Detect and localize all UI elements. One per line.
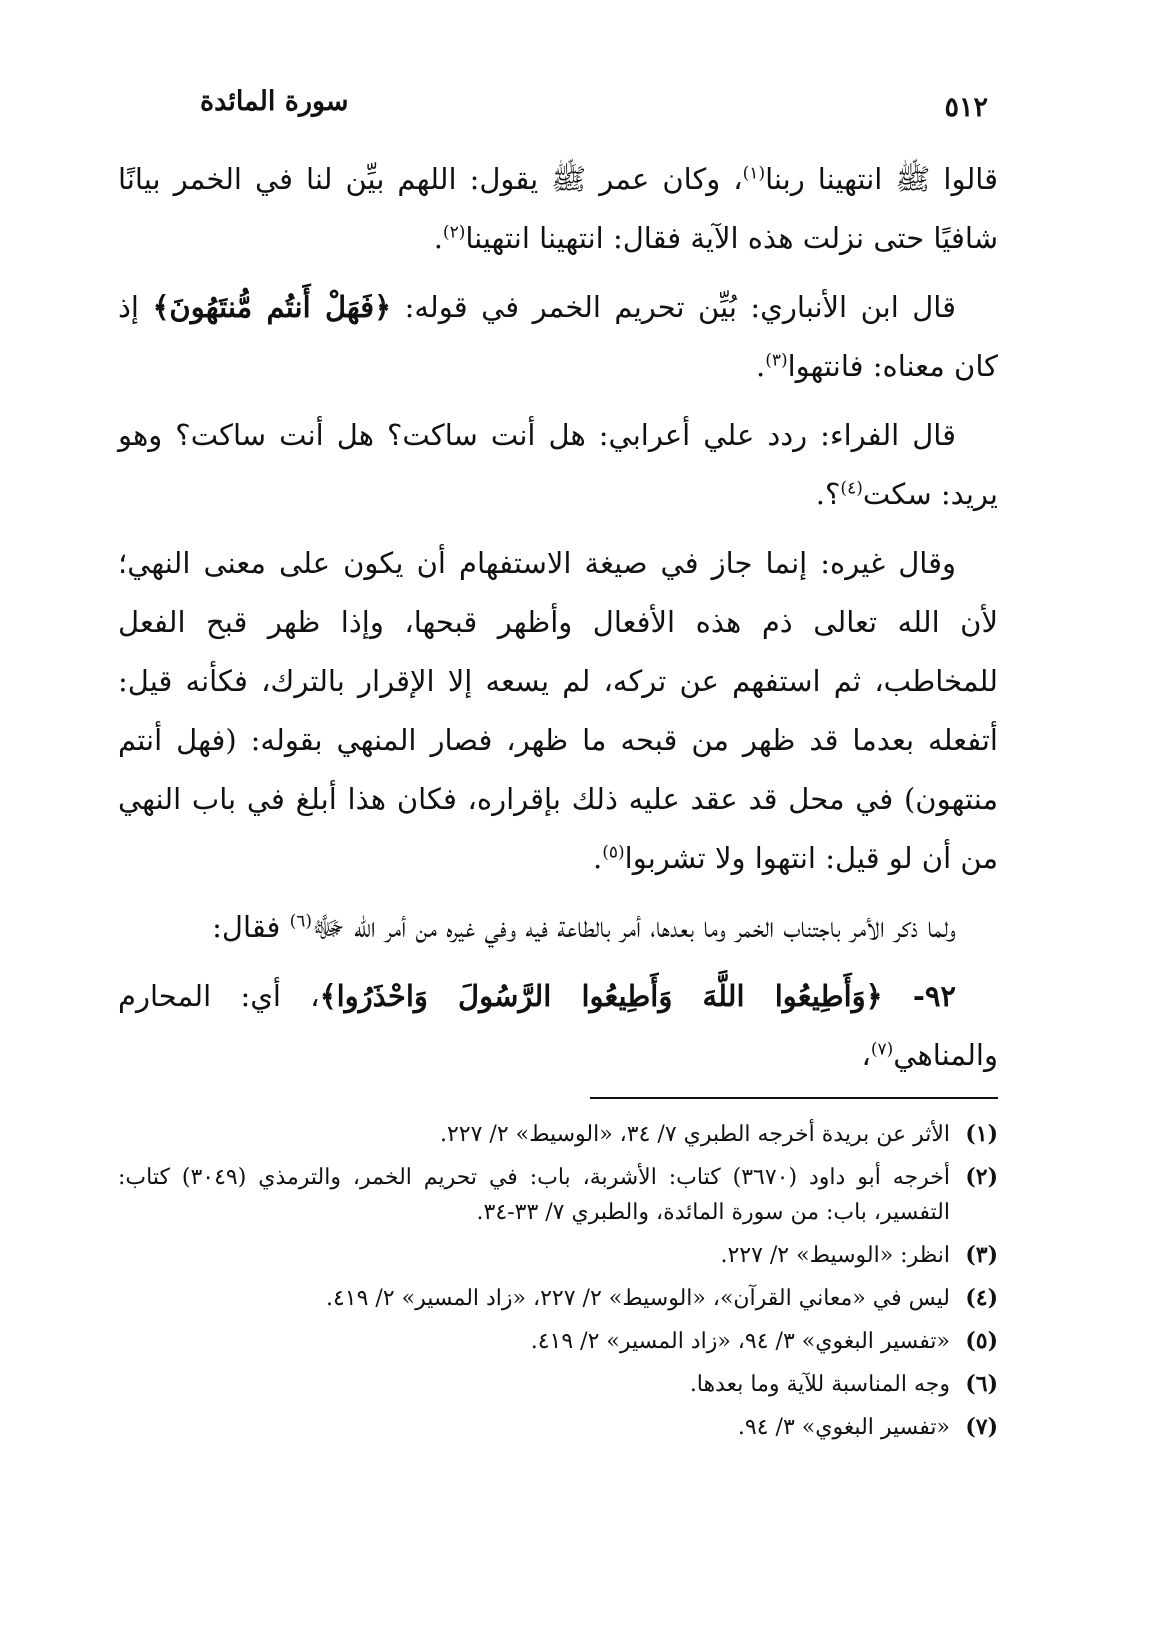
footnote xyxy=(118,1281,998,1316)
footnote-ref[interactable]: (٥) xyxy=(602,842,625,863)
footnotes xyxy=(118,1117,998,1453)
footnote-number: (٥) xyxy=(965,1328,998,1354)
footnote-text: وجه المناسبة للآية وما بعدها. xyxy=(689,1372,950,1397)
text-run: قال ابن الأنباري: بُيِّن تحريم الخمر في قوله: xyxy=(391,290,956,324)
text-run: ، وكان عمر ﷺ يقول: اللهم بيِّن لنا في الخمر بيانًا شافيًا حتى نزلت هذه الآية فقال: انتهينا انتهينا xyxy=(118,162,998,255)
footnote-number: (٢) xyxy=(965,1164,998,1190)
text-run: قال الفراء: ردد علي أعرابي: هل أنت ساكت؟ هل أنت ساكت؟ وهو يريد: سكت xyxy=(118,418,998,511)
text-run: فقال: xyxy=(212,910,290,944)
footnote-number: (١) xyxy=(965,1121,998,1147)
footnote-ref[interactable]: (١) xyxy=(742,163,766,184)
paragraph xyxy=(118,898,998,957)
footnote-number: (٦) xyxy=(965,1371,998,1397)
running-header-title: سورة المائدة xyxy=(200,86,349,117)
text-run: ؟. xyxy=(815,477,841,511)
paragraph xyxy=(118,150,998,268)
footnote-ref[interactable]: (٣) xyxy=(765,350,788,371)
footnote-text: «تفسير البغوي» ٣/ ٩٤، «زاد المسير» ٢/ ٤١٩. xyxy=(530,1329,950,1354)
footnote xyxy=(118,1367,998,1402)
quran-verse: ﴿وَأَطِيعُوا اللَّهَ وَأَطِيعُوا الرَّسُولَ وَاحْذَرُوا﴾ xyxy=(319,979,913,1013)
footnote-text: «تفسير البغوي» ٣/ ٩٤. xyxy=(737,1415,950,1440)
footnote-number: (٧) xyxy=(965,1414,998,1440)
footnote-text: ليس في «معاني القرآن»، «الوسيط» ٢/ ٢٢٧، «زاد المسير» ٢/ ٤١٩. xyxy=(325,1286,950,1311)
footnote-ref[interactable]: (٧) xyxy=(870,1039,894,1060)
footnote-separator xyxy=(590,1097,998,1099)
footnote xyxy=(118,1324,998,1359)
footnote-number: (٣) xyxy=(965,1242,998,1268)
quran-verse: ﴿فَهَلْ أَنتُم مُّنتَهُونَ﴾ xyxy=(152,290,392,324)
main-text xyxy=(118,150,998,1095)
footnote xyxy=(118,1410,998,1445)
paragraph xyxy=(118,534,998,888)
text-run: إذ كان معناه: فانتهوا xyxy=(118,290,998,383)
text-run: . xyxy=(433,221,443,255)
text-run: وقال غيره: إنما جاز في صيغة الاستفهام أن يكون على معنى النهي؛ لأن الله تعالى ذم هذه الأفعال وأظهر قبحها، وإذا ظهر قبح الفعل للمخاطب، ثم استفهم عن تركه، لم يسعه إلا الإقرار بالترك، فكأنه قيل: أتفعله بعدما قد ظهر من قبحه ما ظهر، فصار المنهي بقوله: (فهل أنتم منتهون) في محل قد عقد عليه ذلك بإقراره، فكان هذا أبلغ في باب النهي من أن لو قيل: انتهوا ولا تشربوا xyxy=(118,546,998,875)
footnote-ref[interactable]: (٤) xyxy=(840,478,863,499)
footnote xyxy=(118,1160,998,1230)
paragraph xyxy=(118,967,998,1085)
page-number: ٥١٢ xyxy=(944,92,988,123)
verse-number: ٩٢- xyxy=(912,979,957,1013)
footnote-text: الأثر عن بريدة أخرجه الطبري ٧/ ٣٤، «الوسيط» ٢/ ٢٢٧. xyxy=(439,1122,950,1147)
footnote-ref[interactable]: (٦) xyxy=(289,911,312,932)
footnote-text: انظر: «الوسيط» ٢/ ٢٢٧. xyxy=(720,1243,950,1268)
text-run: ، أي: المحارم والمناهي xyxy=(118,979,998,1072)
text-run: ولما ذكر الأمر باجتناب الخمر وما بعدها، أمر بالطاعة فيه وفي غيره من أمر الله ﷻ xyxy=(312,910,956,944)
footnote-number: (٤) xyxy=(965,1285,998,1311)
text-run: . xyxy=(755,349,766,383)
footnote xyxy=(118,1117,998,1152)
paragraph xyxy=(118,406,998,524)
footnote-ref[interactable]: (٢) xyxy=(442,222,466,243)
paragraph xyxy=(118,278,998,396)
text-run: قالوا ﷺ انتهينا ربنا xyxy=(765,162,998,196)
footnote-text: أخرجه أبو داود (٣٦٧٠) كتاب: الأشربة، باب: في تحريم الخمر، والترمذي (٣٠٤٩) كتاب: التفسير، باب: من سورة المائدة، والطبري ٧/ ٣٣-٣٤. xyxy=(118,1165,951,1225)
footnote xyxy=(118,1238,998,1273)
text-run: . xyxy=(593,841,603,875)
text-run: ، xyxy=(861,1038,871,1072)
